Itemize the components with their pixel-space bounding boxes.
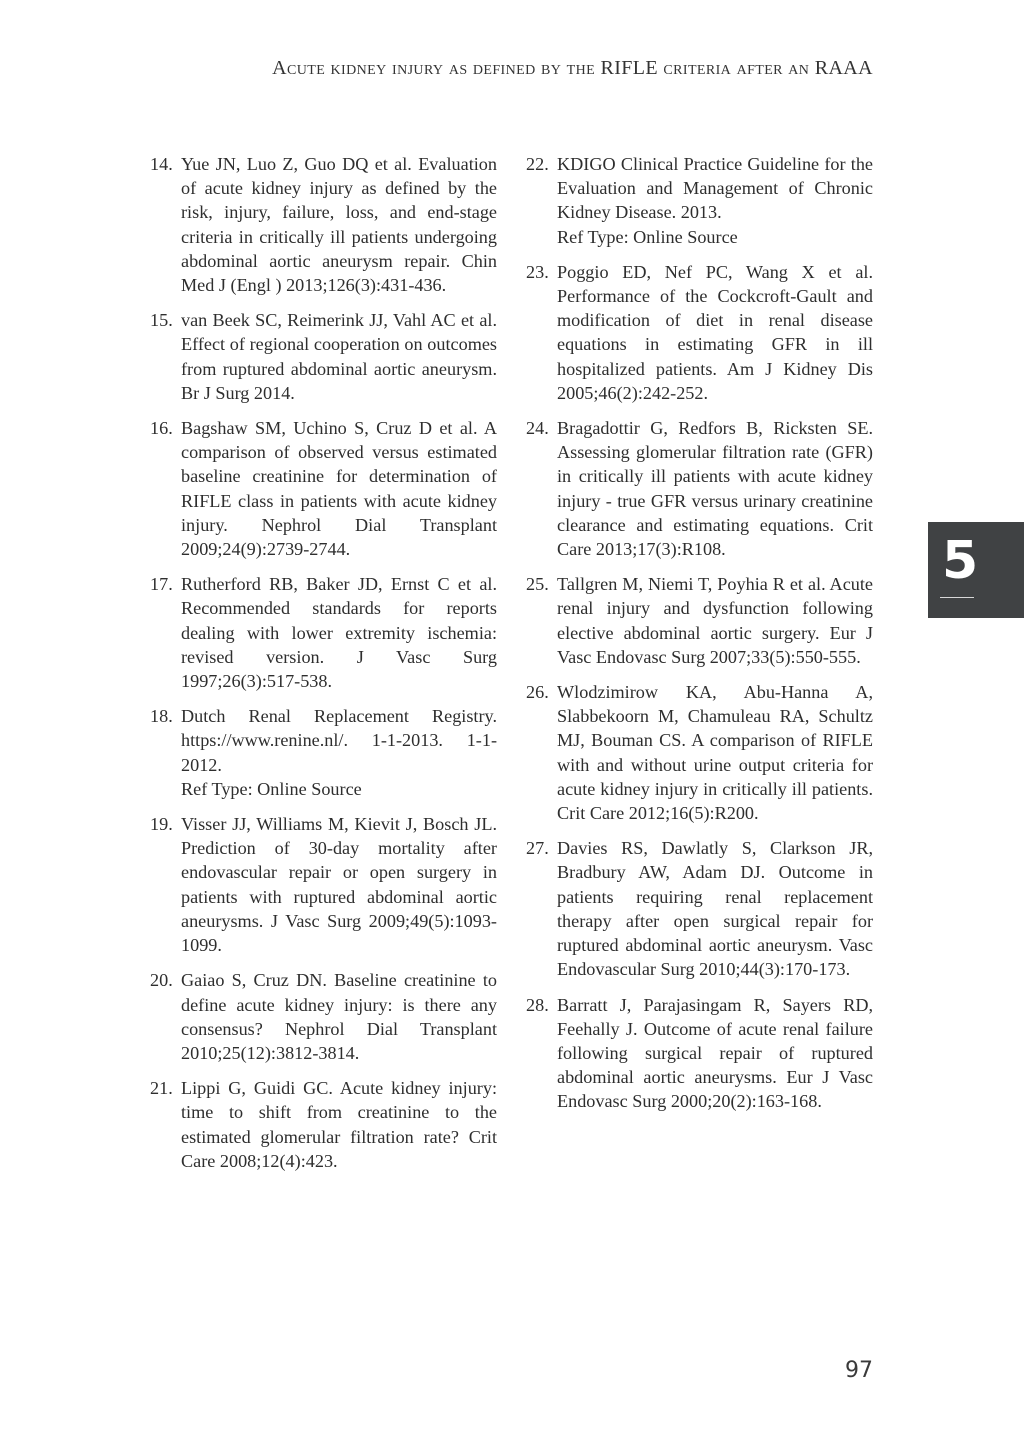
reference-item [150, 812, 497, 957]
reference-text: van Beek SC, Reimerink JJ, Vahl AC et al. Effect of regional cooperation on outcomes from ruptured abdominal aortic aneurysm. Br J Surg 2014. [181, 310, 497, 403]
reference-number: 27. [526, 838, 549, 859]
running-title: Acute kidney injury as defined by the RIFLE criteria after an RAAA [272, 57, 873, 79]
reference-item [150, 704, 497, 801]
reference-text: Poggio ED, Nef PC, Wang X et al. Performance of the Cockcroft-Gault and modification of diet in renal disease equations in estimating GFR in ill hospitalized patients. Am J Kidney Dis 2005;46(2):242-252. [557, 261, 873, 403]
reference-number: 23. [526, 261, 549, 282]
reference-text: Gaiao S, Cruz DN. Baseline creatinine to define acute kidney injury: is there any consensus? Nephrol Dial Transplant 2010;25(12):3812-3814. [181, 970, 497, 1063]
reference-number: 20. [150, 970, 173, 991]
reference-number: 16. [150, 418, 173, 439]
reference-number: 25. [526, 574, 549, 595]
reference-column-right [526, 152, 873, 1125]
reference-text: Visser JJ, Williams M, Kievit J, Bosch JL. Prediction of 30-day mortality after endovascular repair or open surgery in patients with ruptured abdominal aortic aneurysms. J Vasc Surg 2009;49(5):1093-1099. [181, 814, 497, 956]
reference-text: Lippi G, Guidi GC. Acute kidney injury: time to shift from creatinine to the estimated glomerular filtration rate? Crit Care 2008;12(4):423. [181, 1078, 497, 1171]
reference-item [526, 572, 873, 669]
reference-text: Rutherford RB, Baker JD, Ernst C et al. Recommended standards for reports dealing with lower extremity ischemia: revised version. J Vasc Surg 1997;26(3):517-538. [181, 574, 497, 692]
reference-number: 19. [150, 814, 173, 835]
reference-number: 26. [526, 682, 549, 703]
page-number: 97 [845, 1358, 873, 1383]
reference-item [526, 993, 873, 1114]
chapter-tab-rule [940, 597, 974, 598]
reference-text: Bragadottir G, Redfors B, Ricksten SE. Assessing glomerular filtration rate (GFR) in critically ill patients with acute kidney injury - true GFR versus urinary creatinine clearance and estimating equations. Crit Care 2013;17(3):R108. [557, 418, 873, 560]
reference-item [526, 680, 873, 825]
reference-item [150, 572, 497, 693]
reference-text: Davies RS, Dawlatly S, Clarkson JR, Bradbury AW, Adam DJ. Outcome in patients requiring renal replacement therapy after open surgical repair for ruptured abdominal aortic aneurysm. Vasc Endovascular Surg 2010;44(3):170-173. [557, 838, 873, 980]
chapter-number: 5 [942, 531, 979, 591]
reference-text: Bagshaw SM, Uchino S, Cruz D et al. A comparison of observed versus estimated baseline creatinine for determination of RIFLE class in patients with acute kidney injury. Nephrol Dial Transplant 2009;24(9):2739-2744. [181, 418, 497, 560]
reference-item [526, 836, 873, 981]
reference-number: 14. [150, 154, 173, 174]
reference-text: Tallgren M, Niemi T, Poyhia R et al. Acute renal injury and dysfunction following elective abdominal aortic surgery. Eur J Vasc Endovasc Surg 2007;33(5):550-555. [557, 574, 873, 667]
reference-number: 28. [526, 994, 549, 1015]
reference-text: Dutch Renal Replacement Registry. https://www.renine.nl/. 1-1-2013. 1-1-2012. Ref Type: Online Source [181, 706, 497, 799]
reference-item [150, 1076, 497, 1173]
reference-text: Wlodzimirow KA, Abu-Hanna A, Slabbekoorn M, Chamuleau RA, Schultz MJ, Bouman CS. A comparison of RIFLE with and without urine output criteria for acute kidney injury in critically ill patients. Crit Care 2012;16(5):R200. [557, 682, 873, 824]
reference-item [150, 152, 497, 297]
reference-number: 15. [150, 310, 173, 331]
reference-item [526, 152, 873, 249]
reference-item [150, 416, 497, 561]
reference-item [150, 968, 497, 1065]
reference-column-left [150, 152, 497, 1184]
reference-text: KDIGO Clinical Practice Guideline for the Evaluation and Management of Chronic Kidney Disease. 2013. Ref Type: Online Source [557, 154, 873, 247]
reference-number: 21. [150, 1078, 173, 1099]
reference-text: Barratt J, Parajasingam R, Sayers RD, Feehally J. Outcome of acute renal failure following surgical repair of ruptured abdominal aortic aneurysms. Eur J Vasc Endovasc Surg 2000;20(2):163-168. [557, 994, 873, 1112]
reference-text: Yue JN, Luo Z, Guo DQ et al. Evaluation of acute kidney injury as defined by the risk, injury, failure, loss, and end-stage criteria in critically ill patients undergoing abdominal aortic aneurysm repair. Chin Med J (Engl ) 2013;126(3):431-436. [181, 154, 497, 296]
reference-number: 18. [150, 706, 173, 727]
reference-number: 22. [526, 154, 549, 174]
chapter-tab [928, 522, 1024, 618]
reference-item [526, 416, 873, 561]
reference-number: 24. [526, 418, 549, 439]
reference-item [526, 260, 873, 405]
reference-number: 17. [150, 574, 173, 595]
reference-item [150, 308, 497, 405]
